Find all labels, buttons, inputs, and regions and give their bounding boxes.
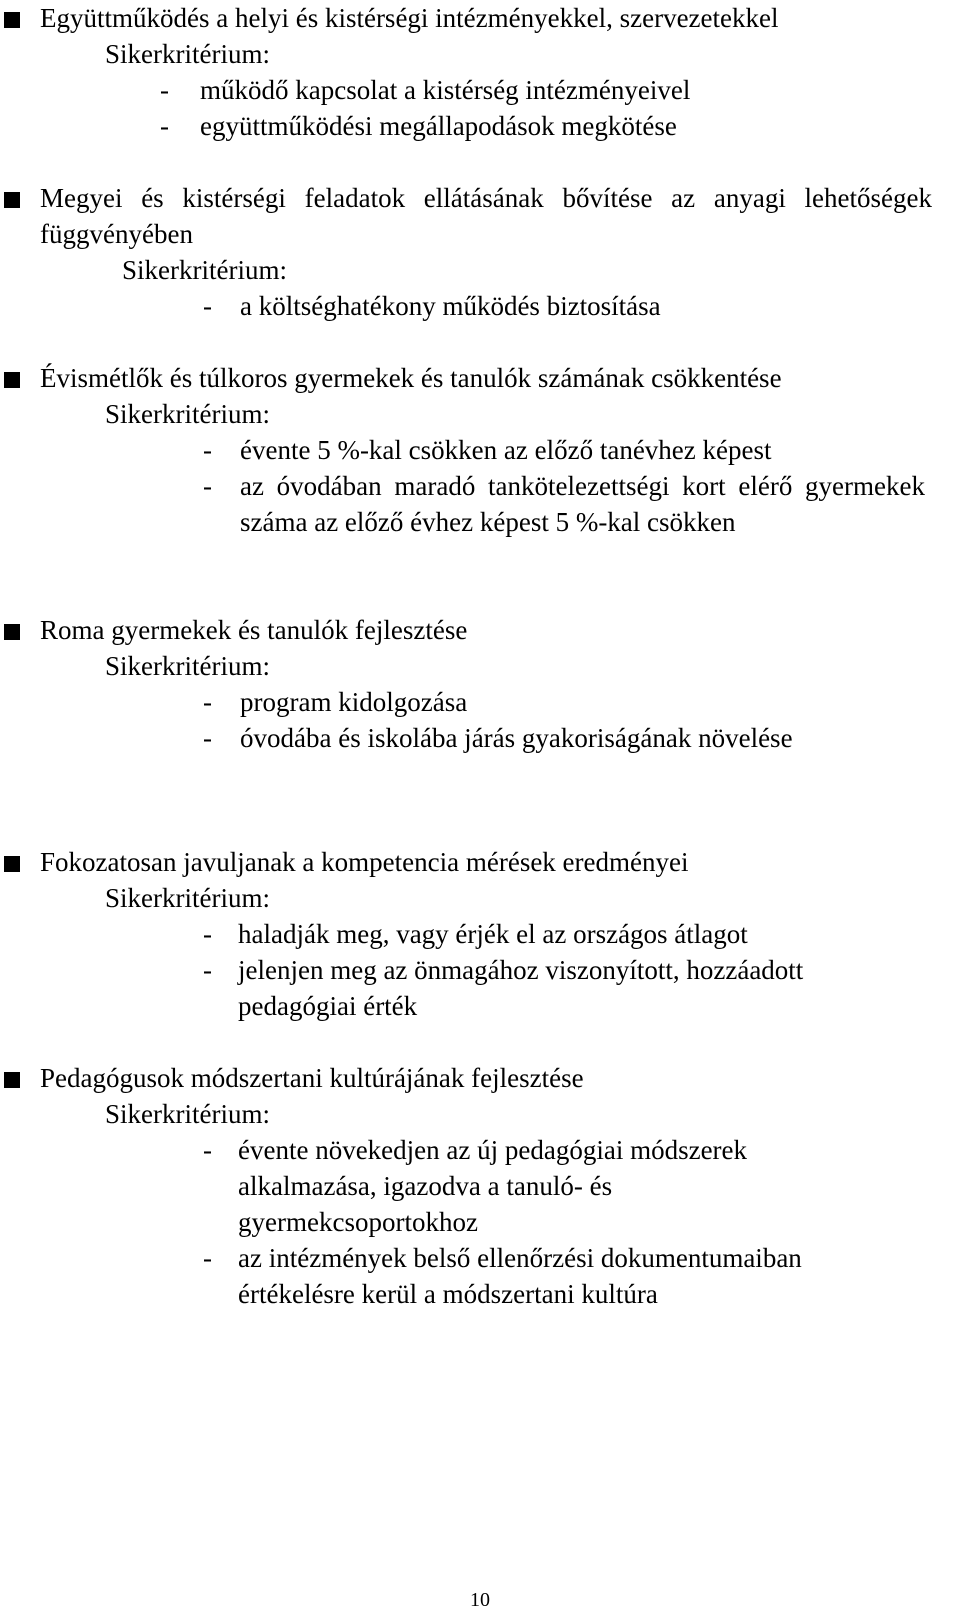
dash-marker: - <box>203 1243 212 1273</box>
dash-marker: - <box>203 1135 212 1165</box>
section-roma-development <box>0 612 960 756</box>
criteria-item-text: jelenjen meg az önmagához viszonyított, hozzáadott pedagógiai érték <box>238 955 804 1021</box>
square-bullet-icon <box>4 192 20 208</box>
criteria-item-text: program kidolgozása <box>240 687 468 717</box>
criteria-item <box>0 720 960 756</box>
dash-marker: - <box>203 687 212 717</box>
square-bullet-icon <box>4 624 20 640</box>
section-competency <box>0 844 960 1024</box>
section-heading <box>0 360 932 396</box>
dash-marker: - <box>160 111 169 141</box>
criteria-label: Sikerkritérium: <box>122 255 287 285</box>
criteria-label: Sikerkritérium: <box>105 651 270 681</box>
criteria-item <box>0 72 960 108</box>
dash-marker: - <box>203 291 212 321</box>
section-heading <box>0 1060 932 1096</box>
criteria-item <box>0 916 960 952</box>
dash-marker: - <box>203 919 212 949</box>
criteria-item-text: évente növekedjen az új pedagógiai módszerek alkalmazása, igazodva a tanuló- és gyermekcsoportokhoz <box>238 1135 748 1237</box>
square-bullet-icon <box>4 372 20 388</box>
dash-marker: - <box>203 435 212 465</box>
criteria-item-text: óvodába és iskolába járás gyakoriságának növelése <box>240 723 793 753</box>
criteria-item <box>0 952 960 1024</box>
criteria-label: Sikerkritérium: <box>105 39 270 69</box>
criteria-item <box>0 1132 960 1240</box>
criteria-item-text: együttműködési megállapodások megkötése <box>200 111 677 141</box>
dash-marker: - <box>203 955 212 985</box>
section-heading <box>0 0 932 36</box>
criteria-label: Sikerkritérium: <box>105 399 270 429</box>
criteria-label: Sikerkritérium: <box>105 883 270 913</box>
section-cooperation <box>0 0 960 144</box>
criteria-item <box>0 1240 960 1312</box>
square-bullet-icon <box>4 12 20 28</box>
section-county-tasks <box>0 180 960 324</box>
dash-marker: - <box>203 471 212 501</box>
section-title: Évismétlők és túlkoros gyermekek és tanulók számának csökkentése <box>40 363 782 393</box>
criteria-item <box>0 432 960 468</box>
criteria-item-text: az óvodában maradó tankötelezettségi kort elérő gyermekek száma az előző évhez képest 5 %-kal csökken <box>240 471 925 537</box>
criteria-item <box>0 684 960 720</box>
dash-marker: - <box>160 75 169 105</box>
dash-marker: - <box>203 723 212 753</box>
criteria-item <box>0 108 960 144</box>
criteria-item-text: a költséghatékony működés biztosítása <box>240 291 661 321</box>
criteria-item <box>0 288 960 324</box>
criteria-item-text: az intézmények belső ellenőrzési dokumentumaiban értékelésre kerül a módszertani kultúra <box>238 1243 802 1309</box>
section-heading <box>0 612 932 648</box>
criteria-item-text: évente 5 %-kal csökken az előző tanévhez képest <box>240 435 772 465</box>
section-teaching-culture <box>0 1060 960 1312</box>
section-title: Fokozatosan javuljanak a kompetencia mérések eredményei <box>40 847 689 877</box>
square-bullet-icon <box>4 1072 20 1088</box>
section-title: Roma gyermekek és tanulók fejlesztése <box>40 615 468 645</box>
criteria-label: Sikerkritérium: <box>105 1099 270 1129</box>
section-heading <box>0 180 932 252</box>
section-heading <box>0 844 932 880</box>
square-bullet-icon <box>4 856 20 872</box>
page-number: 10 <box>470 1589 490 1611</box>
section-title: Megyei és kistérségi feladatok ellátásának bővítése az anyagi lehetőségek függvényében <box>40 183 932 249</box>
criteria-item <box>0 468 960 540</box>
section-repeaters <box>0 360 960 540</box>
section-title: Együttműködés a helyi és kistérségi intézményekkel, szervezetekkel <box>40 3 779 33</box>
section-title: Pedagógusok módszertani kultúrájának fejlesztése <box>40 1063 584 1093</box>
criteria-item-text: működő kapcsolat a kistérség intézményeivel <box>200 75 691 105</box>
criteria-item-text: haladják meg, vagy érjék el az országos átlagot <box>238 919 748 949</box>
